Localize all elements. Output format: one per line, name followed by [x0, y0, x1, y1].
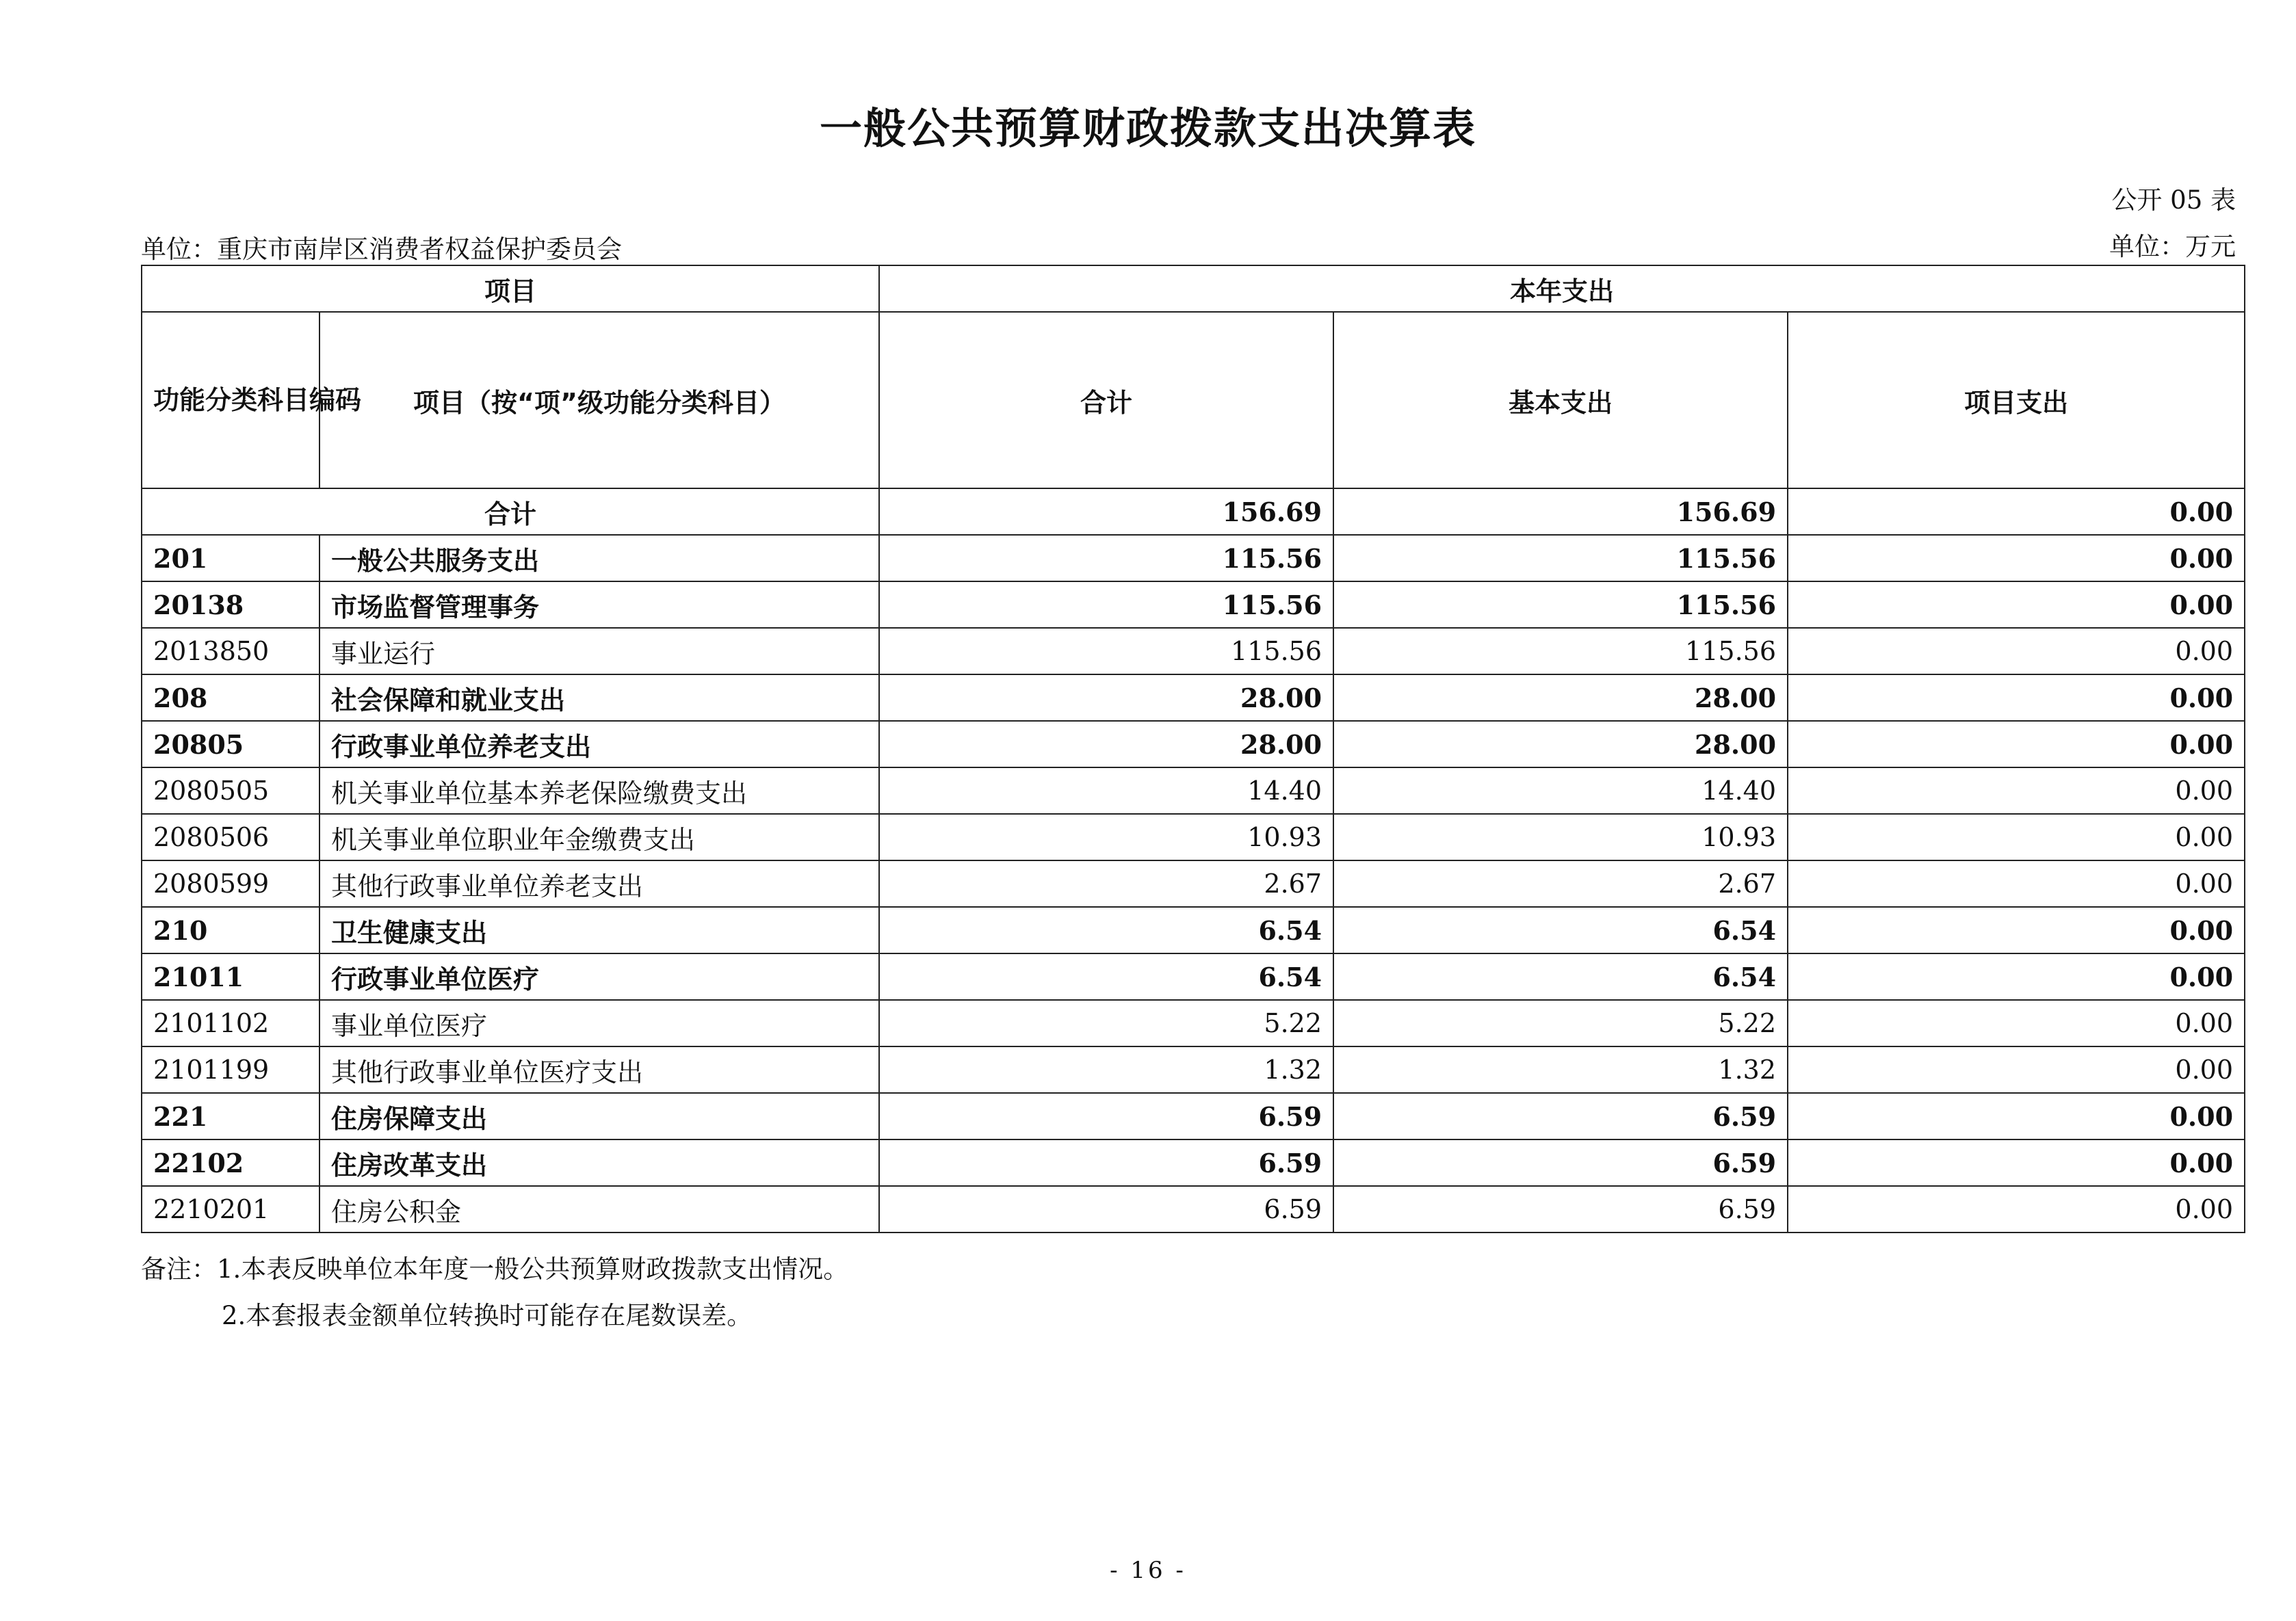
row-total: 115.56	[879, 535, 1333, 581]
row-project-exp: 0.00	[1788, 674, 2245, 721]
total-row	[142, 488, 2245, 535]
row-project-exp: 0.00	[1788, 721, 2245, 767]
row-basic: 115.56	[1333, 628, 1788, 674]
row-total: 6.59	[879, 1186, 1333, 1233]
row-project-exp: 0.00	[1788, 581, 2245, 628]
row-total: 28.00	[879, 674, 1333, 721]
header-project: 项目	[142, 265, 879, 312]
row-basic: 115.56	[1333, 581, 1788, 628]
row-basic: 115.56	[1333, 535, 1788, 581]
row-name: 机关事业单位基本养老保险缴费支出	[319, 767, 879, 814]
table-row	[142, 1186, 2245, 1233]
row-basic: 28.00	[1333, 721, 1788, 767]
table-row	[142, 674, 2245, 721]
row-name: 市场监督管理事务	[319, 581, 879, 628]
row-code: 20138	[142, 581, 319, 628]
header-code: 功能分类科目编码	[142, 312, 319, 488]
header-current-year: 本年支出	[879, 265, 2245, 312]
row-total: 6.59	[879, 1093, 1333, 1139]
table-row	[142, 814, 2245, 860]
row-code: 210	[142, 907, 319, 953]
table-row	[142, 953, 2245, 1000]
row-name: 事业单位医疗	[319, 1000, 879, 1046]
row-basic: 6.59	[1333, 1139, 1788, 1186]
row-basic: 1.32	[1333, 1046, 1788, 1093]
header-item: 项目（按“项”级功能分类科目）	[319, 312, 879, 488]
row-basic: 28.00	[1333, 674, 1788, 721]
header-basic: 基本支出	[1333, 312, 1788, 488]
row-project-exp: 0.00	[1788, 860, 2245, 907]
total-row-basic: 156.69	[1333, 488, 1788, 535]
note-line-2: 2.本套报表金额单位转换时可能存在尾数误差。	[222, 1301, 753, 1330]
row-basic: 10.93	[1333, 814, 1788, 860]
row-name: 住房公积金	[319, 1186, 879, 1233]
row-project-exp: 0.00	[1788, 1093, 2245, 1139]
row-total: 5.22	[879, 1000, 1333, 1046]
table-row	[142, 860, 2245, 907]
row-total: 1.32	[879, 1046, 1333, 1093]
header-row-top	[142, 265, 2245, 312]
table-row	[142, 907, 2245, 953]
row-name: 其他行政事业单位养老支出	[319, 860, 879, 907]
row-basic: 6.59	[1333, 1093, 1788, 1139]
row-name: 行政事业单位医疗	[319, 953, 879, 1000]
table-row	[142, 1093, 2245, 1139]
table-row	[142, 1139, 2245, 1186]
row-name: 社会保障和就业支出	[319, 674, 879, 721]
row-project-exp: 0.00	[1788, 907, 2245, 953]
row-code: 2210201	[142, 1186, 319, 1233]
currency-unit: 单位：万元	[2109, 232, 2236, 261]
row-code: 2101199	[142, 1046, 319, 1093]
row-basic: 2.67	[1333, 860, 1788, 907]
row-project-exp: 0.00	[1788, 814, 2245, 860]
row-name: 行政事业单位养老支出	[319, 721, 879, 767]
row-name: 卫生健康支出	[319, 907, 879, 953]
row-project-exp: 0.00	[1788, 535, 2245, 581]
table-row	[142, 1000, 2245, 1046]
row-total: 6.54	[879, 953, 1333, 1000]
row-basic: 6.54	[1333, 907, 1788, 953]
row-total: 115.56	[879, 581, 1333, 628]
row-code: 221	[142, 1093, 319, 1139]
row-code: 2101102	[142, 1000, 319, 1046]
row-total: 10.93	[879, 814, 1333, 860]
row-total: 6.54	[879, 907, 1333, 953]
row-project-exp: 0.00	[1788, 1139, 2245, 1186]
document-title: 一般公共预算财政拨款支出决算表	[819, 103, 1476, 153]
row-total: 115.56	[879, 628, 1333, 674]
row-basic: 5.22	[1333, 1000, 1788, 1046]
row-name: 事业运行	[319, 628, 879, 674]
row-code: 2013850	[142, 628, 319, 674]
header-project-exp: 项目支出	[1788, 312, 2245, 488]
row-project-exp: 0.00	[1788, 767, 2245, 814]
form-number: 公开 05 表	[2111, 185, 2236, 215]
row-name: 住房改革支出	[319, 1139, 879, 1186]
row-project-exp: 0.00	[1788, 1000, 2245, 1046]
row-code: 208	[142, 674, 319, 721]
header-row-bottom	[142, 312, 2245, 488]
notes	[141, 1246, 848, 1339]
row-name: 机关事业单位职业年金缴费支出	[319, 814, 879, 860]
row-total: 2.67	[879, 860, 1333, 907]
row-total: 14.40	[879, 767, 1333, 814]
row-basic: 14.40	[1333, 767, 1788, 814]
expenditure-table	[141, 265, 2245, 1233]
row-code: 22102	[142, 1139, 319, 1186]
total-row-project-exp: 0.00	[1788, 488, 2245, 535]
row-total: 6.59	[879, 1139, 1333, 1186]
row-code: 2080505	[142, 767, 319, 814]
row-name: 住房保障支出	[319, 1093, 879, 1139]
table-row	[142, 1046, 2245, 1093]
row-project-exp: 0.00	[1788, 628, 2245, 674]
row-basic: 6.54	[1333, 953, 1788, 1000]
row-total: 28.00	[879, 721, 1333, 767]
total-row-label: 合计	[142, 488, 879, 535]
row-code: 20805	[142, 721, 319, 767]
row-name: 一般公共服务支出	[319, 535, 879, 581]
note-line-1: 备注：1.本表反映单位本年度一般公共预算财政拨款支出情况。	[141, 1254, 849, 1284]
total-row-total: 156.69	[879, 488, 1333, 535]
row-code: 2080599	[142, 860, 319, 907]
row-code: 201	[142, 535, 319, 581]
page-number: - 16 -	[1110, 1557, 1186, 1584]
row-code: 21011	[142, 953, 319, 1000]
reporting-unit: 单位：重庆市南岸区消费者权益保护委员会	[141, 235, 622, 264]
row-project-exp: 0.00	[1788, 1046, 2245, 1093]
row-project-exp: 0.00	[1788, 953, 2245, 1000]
table-row	[142, 581, 2245, 628]
table-row	[142, 535, 2245, 581]
table-row	[142, 628, 2245, 674]
row-project-exp: 0.00	[1788, 1186, 2245, 1233]
table-row	[142, 721, 2245, 767]
row-name: 其他行政事业单位医疗支出	[319, 1046, 879, 1093]
row-basic: 6.59	[1333, 1186, 1788, 1233]
row-code: 2080506	[142, 814, 319, 860]
header-total: 合计	[879, 312, 1333, 488]
table-row	[142, 767, 2245, 814]
